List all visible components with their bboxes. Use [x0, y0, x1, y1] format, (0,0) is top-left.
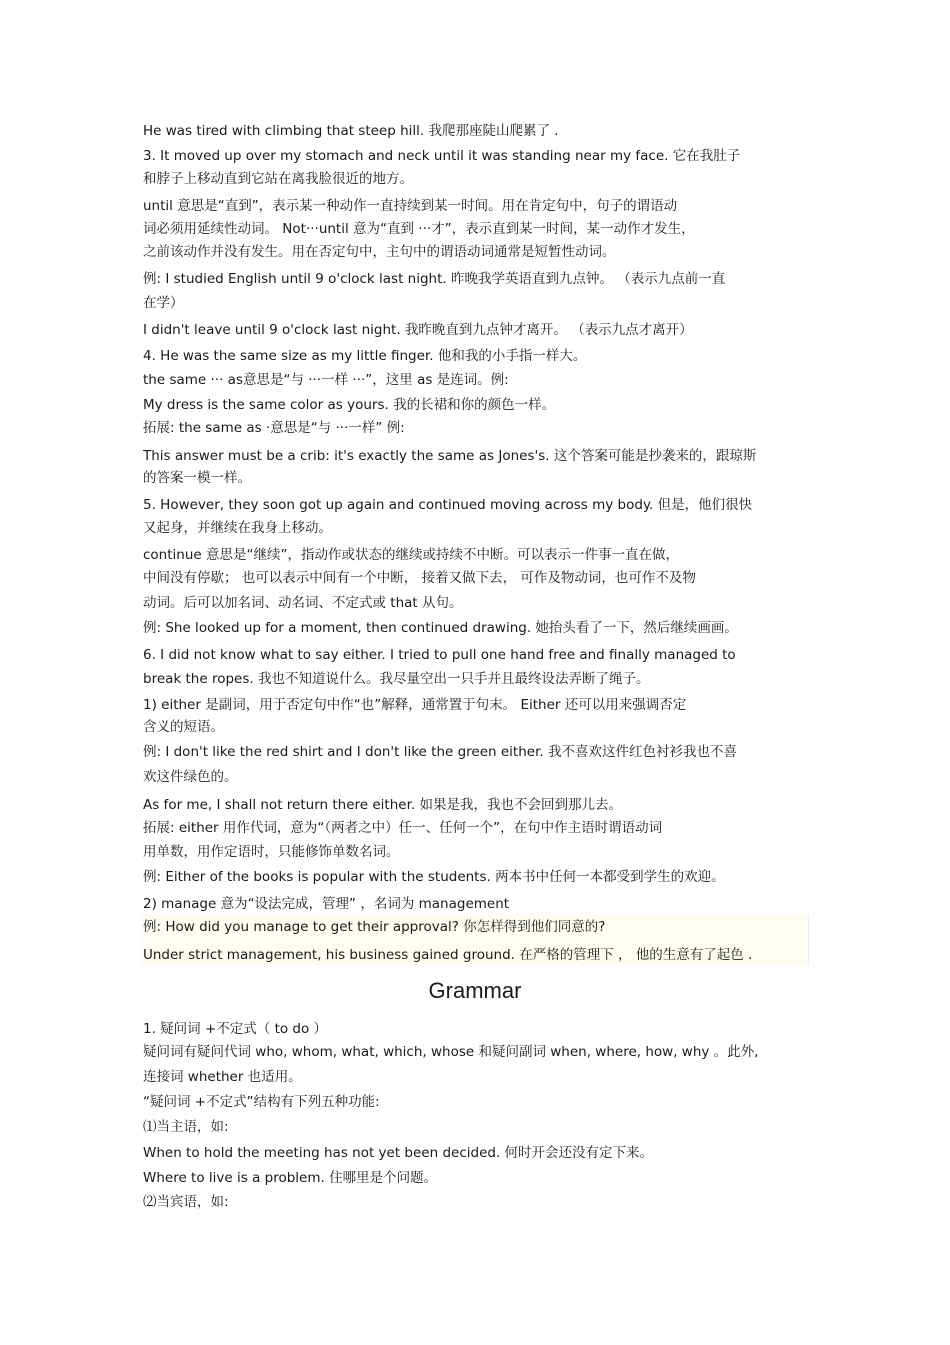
text-line: until 意思是“直到”，表示某一种动作一直持续到某一时间。用在肯定句中，句子的谓语动	[143, 198, 678, 214]
text-line: When to hold the meeting has not yet been decided. 何时开会还没有定下来。	[143, 1145, 654, 1161]
text-line: My dress is the same color as yours. 我的长裙和你的颜色一样。	[143, 397, 556, 413]
text-line: 欢这件绿色的。	[143, 769, 238, 785]
text-line: 含义的短语。	[143, 719, 224, 735]
text-line: 例: How did you manage to get their approval? 你怎样得到他们同意的?	[143, 919, 606, 935]
text-line: 的答案一模一样。	[143, 470, 251, 486]
text-line: ⑴当主语，如:	[143, 1119, 229, 1135]
text-line: I didn't leave until 9 o'clock last night. 我昨晚直到九点钟才离开。 （表示九点才离开）	[143, 322, 693, 338]
section-title: Grammar	[428, 978, 522, 1003]
text-line: the same ··· as意思是“与 ···一样 ···”，这里 as 是连词。例:	[143, 372, 509, 388]
text-line: 疑问词有疑问代词 who, whom, what, which, whose 和疑问副词 when, where, how, why 。此外,	[143, 1044, 759, 1060]
text-line: 和脖子上移动直到它站在离我脸很近的地方。	[143, 171, 413, 187]
text-line: “疑问词 +不定式”结构有下列五种功能:	[143, 1094, 380, 1110]
text-line: 拓展: either 用作代词，意为“（两者之中）任一、任何一个”，在句中作主语时谓语动词	[143, 820, 663, 836]
text-line: 3. It moved up over my stomach and neck until it was standing near my face. 它在我肚子	[143, 148, 741, 164]
text-line: As for me, I shall not return there either. 如果是我，我也不会回到那儿去。	[143, 797, 622, 813]
text-line: 中间没有停歇； 也可以表示中间有一个中断， 接着又做下去， 可作及物动词，也可作不及物	[143, 570, 696, 586]
text-line: 动词。后可以加名词、动名词、不定式或 that 从句。	[143, 595, 463, 611]
text-line: 词必须用延续性动词。 Not···until 意为“直到 ···才”，表示直到某一时间，某一动作才发生，	[143, 221, 695, 237]
text-line: 拓展: the same as ·意思是“与 ···一样” 例:	[143, 420, 405, 436]
text-line: continue 意思是“继续”，指动作或状态的继续或持续不中断。可以表示一件事一直在做，	[143, 547, 679, 563]
text-line: 例: I studied English until 9 o'clock last night. 昨晚我学英语直到九点钟。 （表示九点前一直	[143, 271, 726, 287]
text-line: 5. However, they soon got up again and continued moving across my body. 但是，他们很快	[143, 497, 753, 513]
text-line: 1. 疑问词 +不定式（ to do ）	[143, 1021, 328, 1037]
text-line: Under strict management, his business gained ground. 在严格的管理下 ， 他的生意有了起色 .	[143, 947, 753, 963]
text-line: 1) either 是副词，用于否定句中作“也”解释，通常置于句末。 Either 还可以用来强调否定	[143, 697, 687, 713]
text-line: 用单数，用作定语时，只能修饰单数名词。	[143, 844, 400, 860]
text-line: 之前该动作并没有发生。用在否定句中，主句中的谓语动词通常是短暂性动词。	[143, 244, 616, 260]
text-line: This answer must be a crib: it's exactly the same as Jones's. 这个答案可能是抄袭来的，跟琼斯	[143, 448, 757, 464]
text-line: 例: Either of the books is popular with the students. 两本书中任何一本都受到学生的欢迎。	[143, 869, 725, 885]
text-line: 又起身，并继续在我身上移动。	[143, 520, 332, 536]
text-line: 连接词 whether 也适用。	[143, 1069, 302, 1085]
text-line: ⑵当宾语，如:	[143, 1194, 229, 1210]
text-line: Where to live is a problem. 住哪里是个问题。	[143, 1170, 438, 1186]
text-line: 4. He was the same size as my little finger. 他和我的小手指一样大。	[143, 348, 587, 364]
text-line: 例: I don't like the red shirt and I don't like the green either. 我不喜欢这件红色衬衫我也不喜	[143, 744, 737, 760]
text-line: 在学）	[143, 295, 184, 311]
text-line: 2) manage 意为“设法完成，管理” ，名词为 management	[143, 896, 510, 912]
text-line: 6. I did not know what to say either. I tried to pull one hand free and finally managed to	[143, 647, 736, 663]
text-line: 例: She looked up for a moment, then continued drawing. 她抬头看了一下，然后继续画画。	[143, 620, 738, 636]
text-line: break the ropes. 我也不知道说什么。我尽量空出一只手并且最终设法弄断了绳子。	[143, 671, 650, 687]
text-line: He was tired with climbing that steep hill. 我爬那座陡山爬累了 .	[143, 123, 559, 139]
